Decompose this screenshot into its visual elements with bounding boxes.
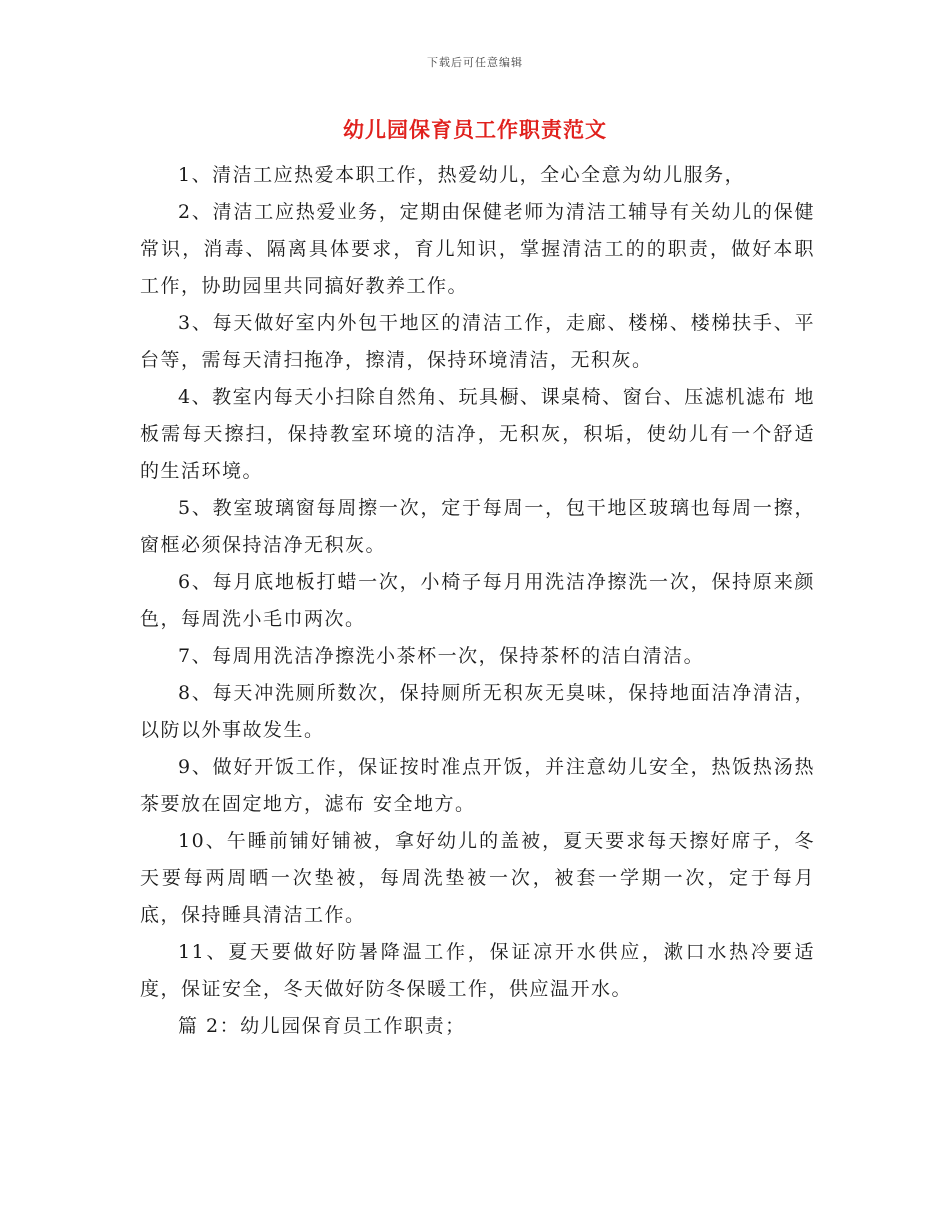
paragraph-10: 10、午睡前铺好铺被，拿好幼儿的盖被，夏天要求每天擦好席子，冬天要每两周晒一次垫被，每周洗垫被一次，被套一学期一次，定于每月底，保持睡具清洁工作。 <box>140 830 815 926</box>
paragraph-7: 7、每周用洗洁净擦洗小茶杯一次，保持茶杯的洁白清洁。 <box>178 645 705 667</box>
document-title: 幼儿园保育员工作职责范文 <box>343 117 607 142</box>
section-heading-2: 篇 2：幼儿园保育员工作职责； <box>178 1015 466 1037</box>
paragraph-6: 6、每月底地板打蜡一次，小椅子每月用洗洁净擦洗一次，保持原来颜色，每周洗小毛巾两次。 <box>140 571 815 630</box>
paragraph-4: 4、教室内每天小扫除自然角、玩具橱、课桌椅、窗台、压滤机滤布 地板需每天擦扫，保持教室环境的洁净，无积灰，积垢，使幼儿有一个舒适的生活环境。 <box>140 386 815 482</box>
document-body <box>140 157 815 1045</box>
header-note: 下载后可任意编辑 <box>427 56 523 69</box>
paragraph-8: 8、每天冲洗厕所数次，保持厕所无积灰无臭味，保持地面洁净清洁，以防以外事故发生。 <box>140 682 815 741</box>
paragraph-11: 11、夏天要做好防暑降温工作，保证凉开水供应，漱口水热冷要适度，保证安全，冬天做好防冬保暖工作，供应温开水。 <box>140 941 815 1000</box>
paragraph-3: 3、每天做好室内外包干地区的清洁工作，走廊、楼梯、楼梯扶手、平台等，需每天清扫拖净，擦清，保持环境清洁，无积灰。 <box>140 312 815 371</box>
paragraph-2: 2、清洁工应热爱业务，定期由保健老师为清洁工辅导有关幼儿的保健常识，消毒、隔离具体要求，育儿知识，掌握清洁工的的职责，做好本职工作，协助园里共同搞好教养工作。 <box>140 201 815 297</box>
paragraph-9: 9、做好开饭工作，保证按时准点开饭，并注意幼儿安全，热饭热汤热茶要放在固定地方，滤布 安全地方。 <box>140 756 815 815</box>
paragraph-5: 5、教室玻璃窗每周擦一次，定于每周一，包干地区玻璃也每周一擦，窗框必须保持洁净无积灰。 <box>140 497 815 556</box>
paragraph-1: 1、清洁工应热爱本职工作，热爱幼儿，全心全意为幼儿服务， <box>178 164 746 186</box>
